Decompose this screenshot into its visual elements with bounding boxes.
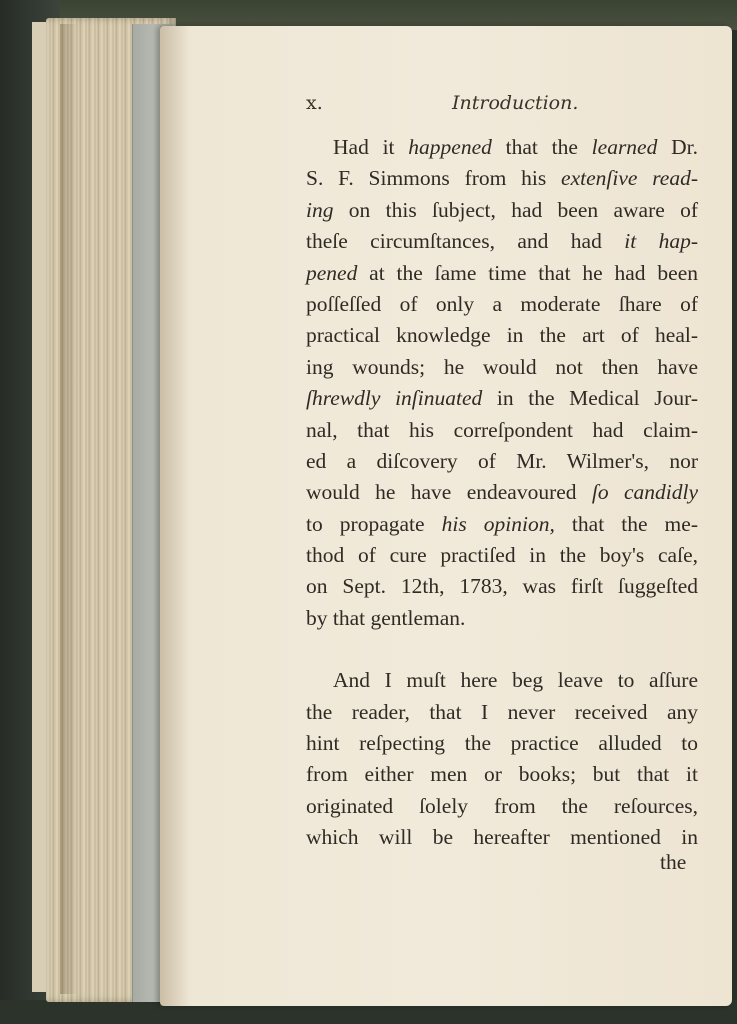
text-segment: at the ſame time that he had been — [357, 260, 698, 285]
text-segment: And I muſt here beg leave to aſſure — [333, 668, 698, 693]
text-line — [306, 163, 698, 194]
italic-phrase: ing — [306, 197, 334, 222]
italic-phrase: happened — [408, 135, 492, 159]
text-segment: poſſeſſed of only a moderate ſhare of — [306, 291, 698, 316]
text-segment: to propagate — [306, 511, 442, 536]
text-line — [306, 822, 698, 853]
running-head — [306, 92, 578, 118]
text-line — [306, 571, 698, 602]
text-line — [306, 446, 698, 477]
text-line — [306, 352, 698, 383]
text-segment: by that gentleman. — [306, 605, 466, 630]
italic-phrase: ſhrewdly inſinuated — [306, 386, 483, 411]
text-segment: that the — [491, 135, 592, 159]
italic-phrase: his opinion, — [441, 511, 555, 536]
text-segment: practical knowledge in the art of heal- — [306, 323, 698, 348]
text-line — [306, 603, 698, 634]
text-line — [306, 728, 698, 759]
text-line — [306, 759, 698, 790]
page-stack-shadow — [60, 24, 78, 994]
text-segment: on this ſubject, had been aware of — [333, 197, 698, 222]
text-segment: ed a diſcovery of Mr. Wilmer's, nor — [306, 448, 698, 473]
text-line — [306, 697, 698, 728]
text-segment: Dr. — [657, 135, 698, 159]
text-segment: in the Medical Jour- — [482, 386, 698, 411]
text-segment: theſe circumſtances, and had — [306, 229, 625, 254]
text-line — [306, 415, 698, 446]
paragraph-2 — [306, 665, 698, 853]
text-segment: the reader, that I never received any — [306, 699, 698, 724]
page-gutter-shade — [160, 26, 190, 1006]
paragraph-1 — [306, 132, 698, 634]
text-line — [306, 791, 698, 822]
text-line — [306, 477, 698, 508]
text-segment: Had it — [333, 135, 409, 159]
text-segment: that the me- — [554, 511, 698, 536]
text-line — [306, 258, 698, 289]
text-segment: from either men or books; but that it — [306, 762, 698, 787]
text-segment: thod of cure practiſed in the boy's caſe, — [306, 543, 698, 568]
catchword: the — [660, 850, 687, 874]
page-folio: x. — [306, 92, 323, 114]
text-segment: would he have endeavoured — [306, 480, 592, 505]
text-line — [306, 509, 698, 540]
text-segment: S. F. Simmons from his — [306, 166, 562, 191]
text-line — [306, 195, 698, 226]
text-segment: hint reſpecting the practice alluded to — [306, 731, 698, 756]
text-line — [306, 320, 698, 351]
italic-phrase: ſo candidly — [591, 480, 698, 505]
text-segment: on Sept. 12th, 1783, was firſt ſuggeſted — [306, 574, 698, 599]
italic-phrase: extenſive read- — [561, 166, 698, 191]
text-segment: ing wounds; he would not then have — [306, 354, 698, 379]
text-segment: originated ſolely from the reſources, — [306, 793, 698, 818]
italic-phrase: it hap- — [624, 229, 698, 254]
italic-phrase: learned — [591, 135, 658, 159]
text-line — [306, 226, 698, 257]
text-segment: which will be hereafter mentioned in — [306, 825, 698, 850]
running-title: Introduction. — [452, 92, 579, 114]
italic-phrase: pened — [306, 260, 358, 285]
body-text — [306, 132, 698, 854]
paragraph-gap — [306, 634, 698, 665]
text-line — [306, 289, 698, 320]
text-line — [306, 665, 698, 696]
text-line — [306, 540, 698, 571]
text-line — [306, 383, 698, 414]
text-segment: nal, that his correſpondent had claim- — [306, 417, 698, 442]
text-line — [306, 132, 698, 163]
